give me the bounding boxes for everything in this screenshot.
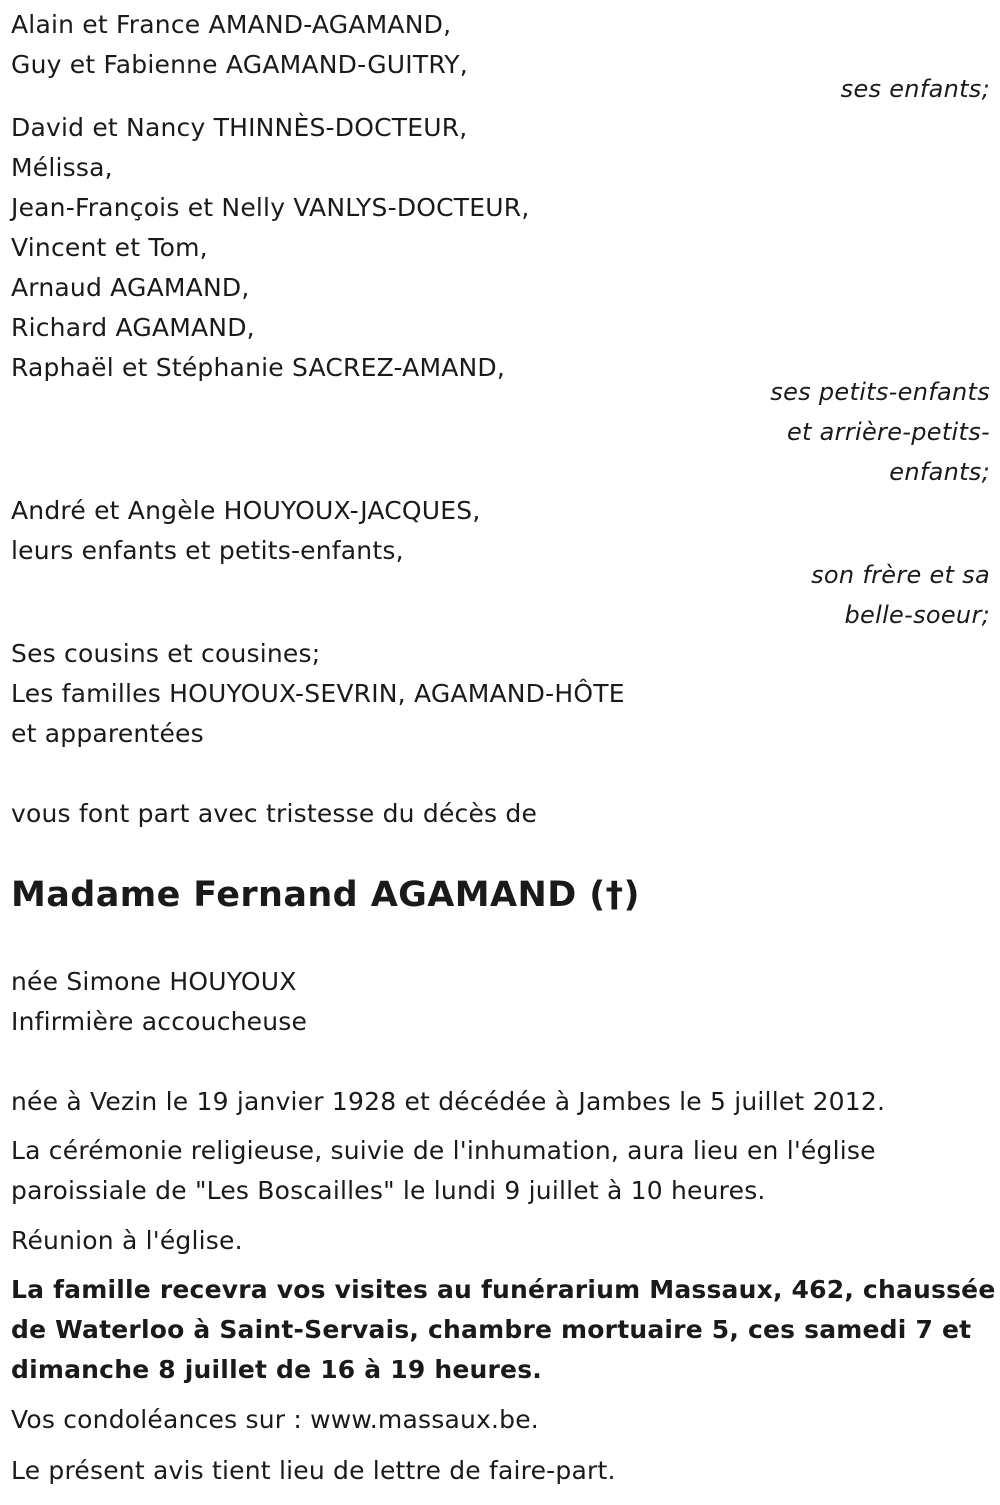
meeting-text: Réunion à l'église. [11, 1226, 243, 1255]
relation-siblings-1: son frère et sa [811, 561, 990, 589]
relation-grandchildren-1: ses petits-enfants [770, 378, 990, 406]
extended-family-line-1: Ses cousins et cousines; [11, 639, 321, 668]
family-line-sibling-1: André et Angèle HOUYOUX-JACQUES, [11, 496, 481, 525]
announcement-text: vous font part avec tristesse du décès de [11, 799, 538, 828]
family-line-grandchild-1: David et Nancy THINNÈS-DOCTEUR, [11, 113, 468, 142]
visits-line-2: de Waterloo à Saint-Servais, chambre mortuaire 5, ces samedi 7 et [11, 1315, 972, 1344]
profession: Infirmière accoucheuse [11, 1007, 308, 1036]
ceremony-line-1: La cérémonie religieuse, suivie de l'inhumation, aura lieu en l'église [11, 1136, 876, 1165]
relation-children: ses enfants; [840, 75, 990, 103]
family-line-grandchild-6: Richard AGAMAND, [11, 313, 255, 342]
birth-death-dates: née à Vezin le 19 janvier 1928 et décédée à Jambes le 5 juillet 2012. [11, 1087, 886, 1116]
relation-siblings-2: belle-soeur; [844, 601, 990, 629]
family-line-child-1: Alain et France AMAND-AGAMAND, [11, 10, 452, 39]
visits-line-1: La famille recevra vos visites au funérarium Massaux, 462, chaussée [11, 1275, 996, 1304]
extended-family-line-2: Les familles HOUYOUX-SEVRIN, AGAMAND-HÔTE [11, 679, 625, 708]
notice-text: Le présent avis tient lieu de lettre de faire-part. [11, 1456, 616, 1485]
deceased-name: Madame Fernand AGAMAND (†) [11, 875, 640, 915]
family-line-child-2: Guy et Fabienne AGAMAND-GUITRY, [11, 50, 468, 79]
relation-grandchildren-2: et arrière-petits- [786, 418, 990, 446]
family-line-grandchild-2: Mélissa, [11, 153, 113, 182]
family-line-grandchild-4: Vincent et Tom, [11, 233, 208, 262]
family-line-sibling-2: leurs enfants et petits-enfants, [11, 536, 404, 565]
family-line-grandchild-7: Raphaël et Stéphanie SACREZ-AMAND, [11, 353, 506, 382]
visits-line-3: dimanche 8 juillet de 16 à 19 heures. [11, 1355, 542, 1384]
condolences-text: Vos condoléances sur : www.massaux.be. [11, 1405, 539, 1434]
family-line-grandchild-5: Arnaud AGAMAND, [11, 273, 250, 302]
relation-grandchildren-3: enfants; [889, 458, 990, 486]
extended-family-line-3: et apparentées [11, 719, 204, 748]
maiden-name: née Simone HOUYOUX [11, 967, 297, 996]
family-line-grandchild-3: Jean-François et Nelly VANLYS-DOCTEUR, [11, 193, 530, 222]
ceremony-line-2: paroissiale de "Les Boscailles" le lundi 9 juillet à 10 heures. [11, 1176, 766, 1205]
